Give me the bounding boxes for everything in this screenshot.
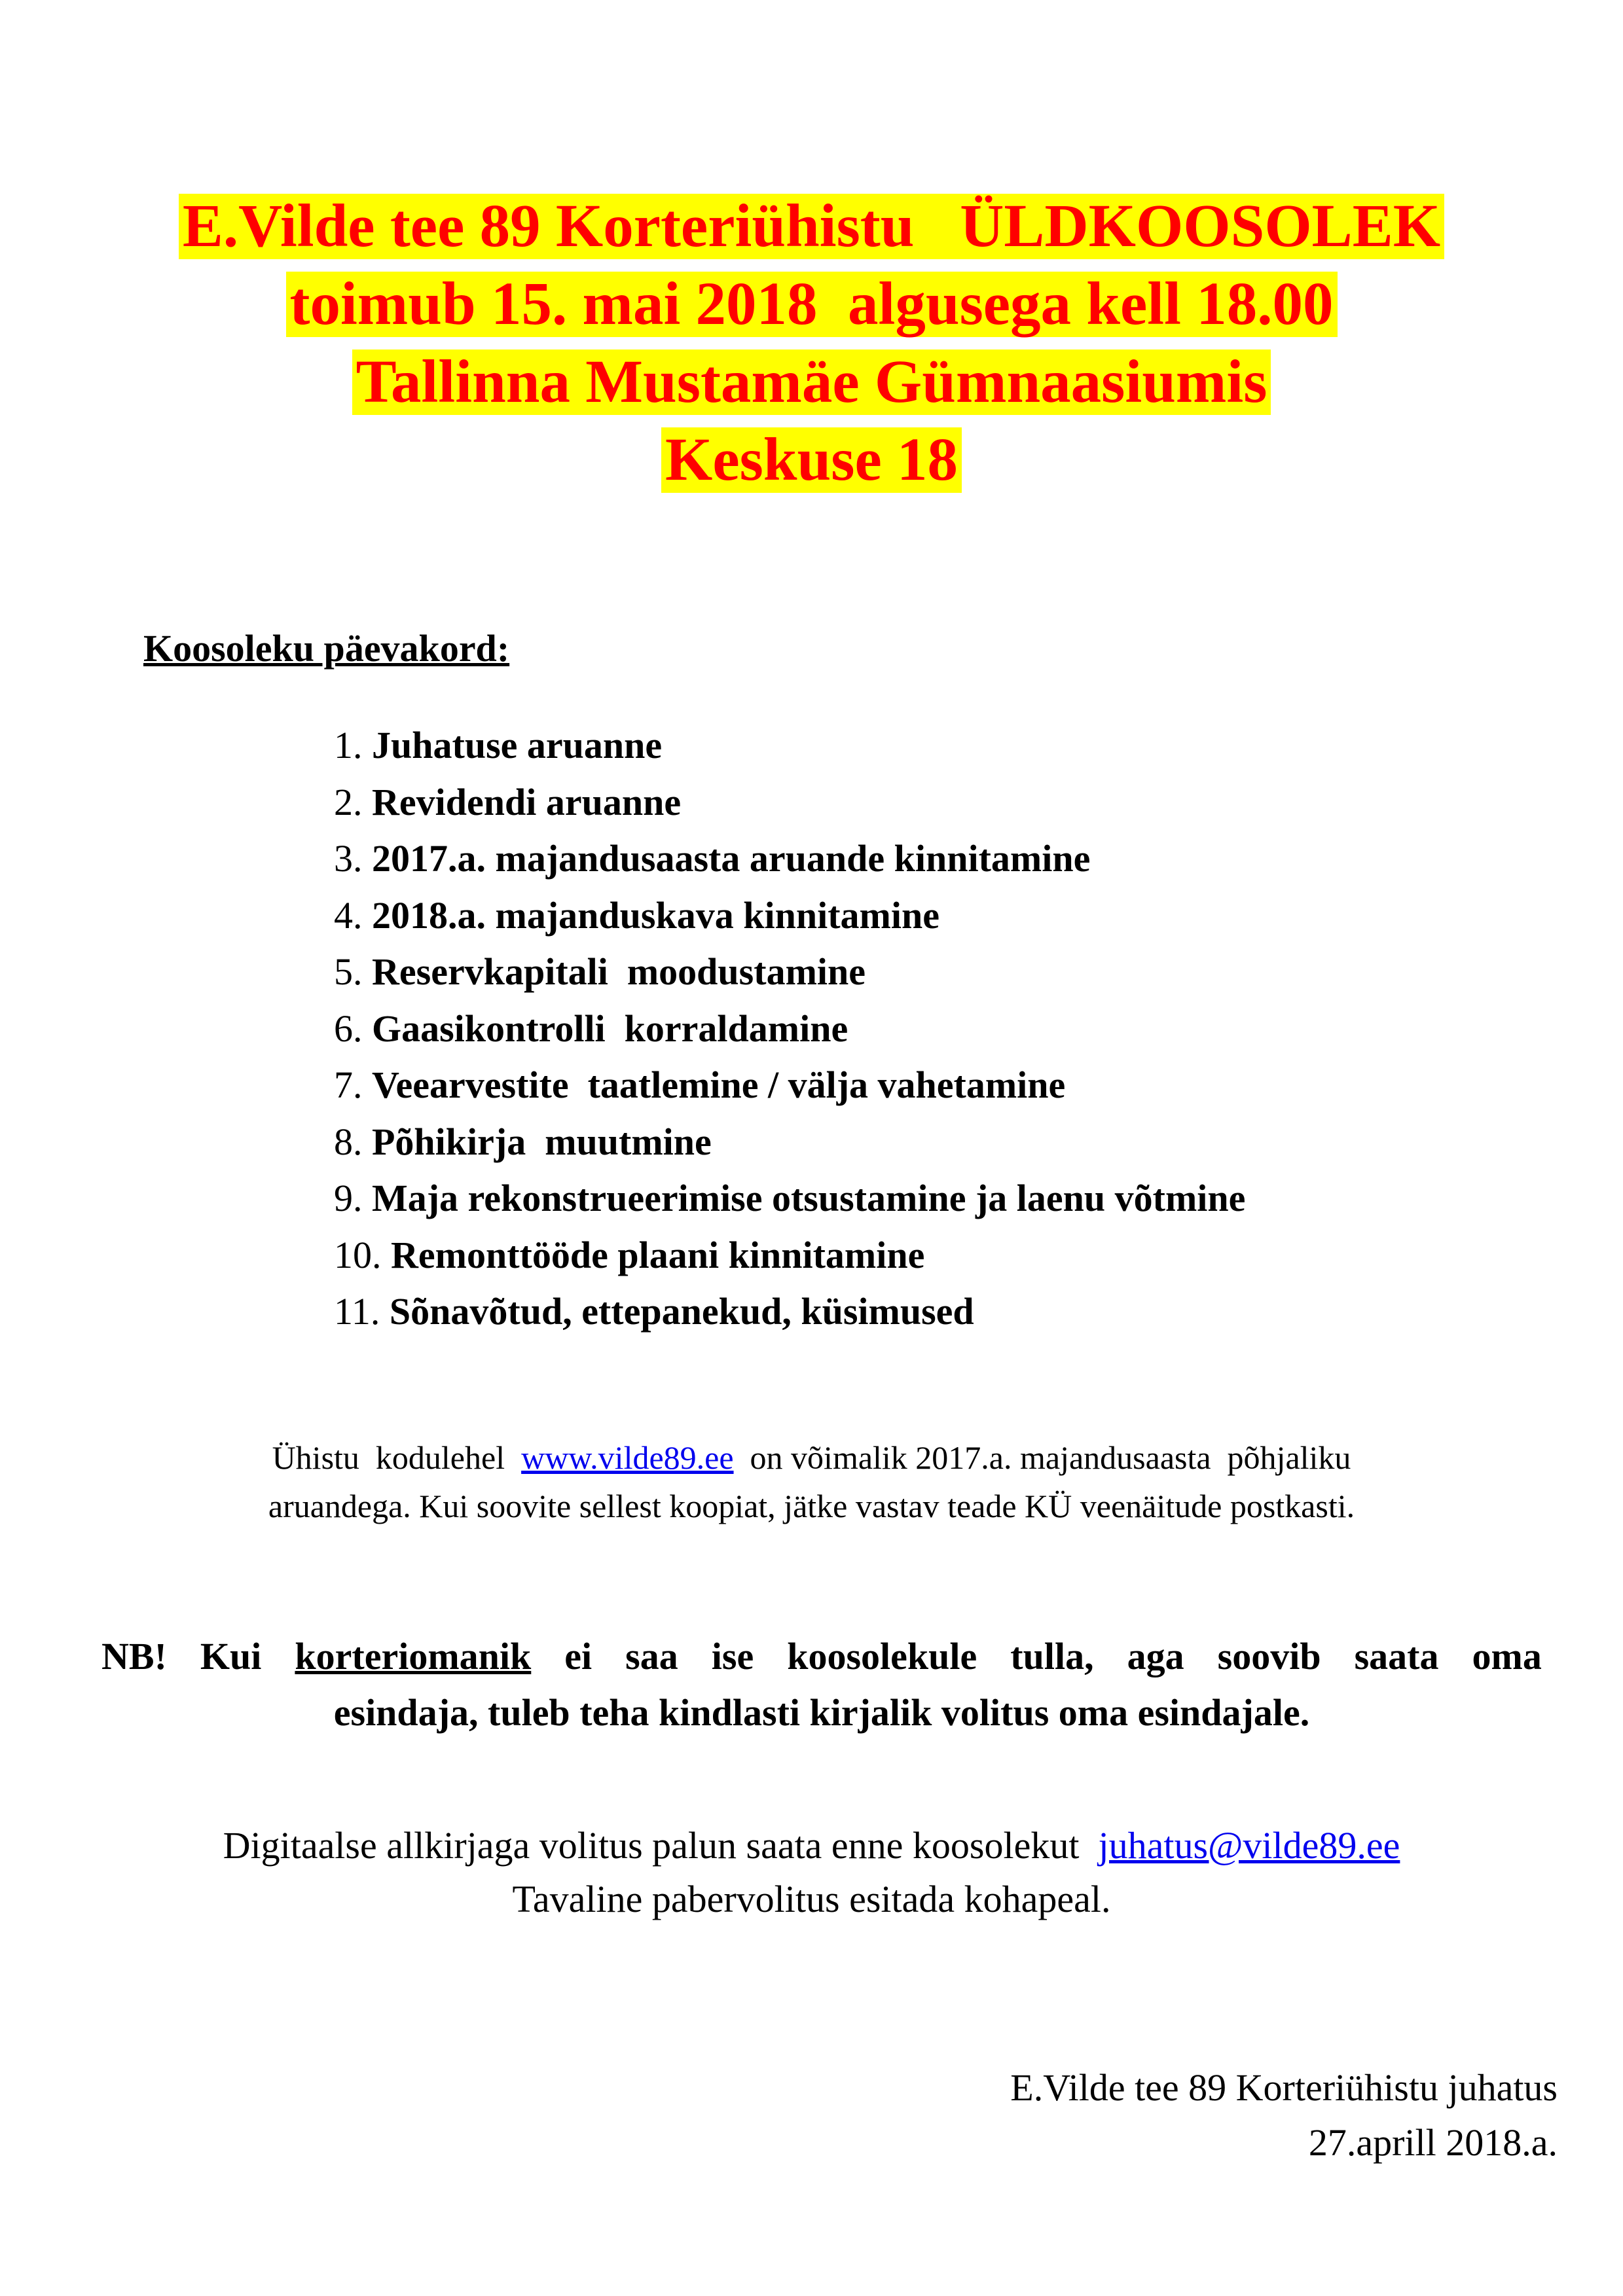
agenda-item-number: 8. xyxy=(334,1120,363,1163)
agenda-item xyxy=(334,1170,1245,1227)
agenda-item xyxy=(334,717,1245,774)
title-line-2 xyxy=(0,272,1623,337)
nb-notice xyxy=(101,1628,1542,1741)
nb-word: saa xyxy=(625,1635,678,1677)
nb-word: ise xyxy=(711,1635,754,1677)
homepage-link[interactable]: www.vilde89.ee xyxy=(521,1439,734,1476)
nb-word: oma xyxy=(1472,1635,1542,1677)
agenda-heading: Koosoleku päevakord: xyxy=(143,627,510,670)
info-line-2: aruandega. Kui soovite sellest koopiat, jätke vastav teade KÜ veenäitude postkasti. xyxy=(268,1488,1355,1524)
signature-date: 27.aprill 2018.a. xyxy=(1308,2121,1558,2164)
agenda-item xyxy=(334,1057,1245,1114)
info-text-before-link: Ühistu kodulehel xyxy=(272,1439,522,1476)
nb-word: ei xyxy=(564,1635,593,1677)
agenda-item-text: Gaasikontrolli korraldamine xyxy=(372,1007,848,1050)
agenda-item-number: 3. xyxy=(334,837,363,880)
agenda-item-text: Remonttööde plaani kinnitamine xyxy=(391,1233,925,1276)
agenda-item-text: Juhatuse aruanne xyxy=(372,724,663,766)
title-line-1 xyxy=(0,194,1623,259)
title-line-4 xyxy=(0,427,1623,493)
agenda-item xyxy=(334,831,1245,888)
agenda-item-text: 2017.a. majandusaasta aruande kinnitamine xyxy=(372,837,1091,880)
nb-word: tulla, xyxy=(1010,1635,1094,1677)
agenda-item-text: Sõnavõtud, ettepanekud, küsimused xyxy=(389,1290,974,1333)
info-line-1 xyxy=(0,1433,1623,1482)
agenda-item-number: 11. xyxy=(334,1290,380,1333)
agenda-item-text: Revidendi aruanne xyxy=(372,780,682,823)
agenda-item xyxy=(334,1283,1245,1340)
agenda-item xyxy=(334,888,1245,944)
agenda-list xyxy=(334,717,1245,1340)
agenda-item-number: 10. xyxy=(334,1233,382,1276)
agenda-item xyxy=(334,1114,1245,1171)
agenda-item-number: 9. xyxy=(334,1177,363,1219)
email-link[interactable]: juhatus@vilde89.ee xyxy=(1098,1824,1400,1867)
nb-word: saata xyxy=(1354,1635,1439,1677)
agenda-item xyxy=(334,774,1245,831)
signature-organization: E.Vilde tee 89 Korteriühistu juhatus xyxy=(1010,2066,1558,2109)
agenda-item-text: Maja rekonstrueerimise otsustamine ja laenu võtmine xyxy=(372,1177,1246,1219)
agenda-item-text: Reservkapitali moodustamine xyxy=(372,950,866,993)
agenda-item-number: 4. xyxy=(334,893,363,937)
agenda-item-number: 1. xyxy=(334,724,363,766)
homepage-info-paragraph xyxy=(0,1433,1623,1530)
nb-line-1 xyxy=(101,1628,1542,1685)
agenda-item xyxy=(334,1001,1245,1058)
digital-signature-paragraph xyxy=(0,1819,1623,1926)
agenda-item-number: 6. xyxy=(334,1007,363,1050)
agenda-item-text: 2018.a. majanduskava kinnitamine xyxy=(372,893,939,937)
nb-word: koosolekule xyxy=(787,1635,977,1677)
agenda-item-number: 7. xyxy=(334,1064,363,1106)
title-date-time: toimub 15. mai 2018 algusega kell 18.00 xyxy=(286,272,1338,337)
info-text-after-link: on võimalik 2017.a. majandusaasta põhjaliku xyxy=(733,1439,1351,1476)
title-venue: Tallinna Mustamäe Gümnaasiumis xyxy=(352,350,1271,415)
title-association-meeting: E.Vilde tee 89 Korteriühistu ÜLDKOOSOLEK xyxy=(179,194,1444,259)
agenda-item xyxy=(334,944,1245,1001)
nb-word: soovib xyxy=(1217,1635,1321,1677)
nb-word: NB! xyxy=(101,1635,167,1677)
nb-word: Kui xyxy=(200,1635,262,1677)
agenda-item-text: Veearvestite taatlemine / välja vahetamine xyxy=(372,1064,1066,1106)
signature-block xyxy=(1010,2060,1558,2170)
agenda-item xyxy=(334,1227,1245,1284)
digital-line-2: Tavaline pabervolitus esitada kohapeal. xyxy=(512,1878,1111,1920)
agenda-item-text: Põhikirja muutmine xyxy=(372,1120,712,1163)
digital-text-before-email: Digitaalse allkirjaga volitus palun saata enne koosolekut xyxy=(223,1824,1099,1867)
agenda-item-number: 2. xyxy=(334,780,363,823)
title-line-3 xyxy=(0,350,1623,415)
nb-word-apartment-owner: korteriomanik xyxy=(295,1635,532,1677)
nb-line-2: esindaja, tuleb teha kindlasti kirjalik volitus oma esindajale. xyxy=(333,1691,1310,1734)
title-address: Keskuse 18 xyxy=(661,427,962,493)
agenda-item-number: 5. xyxy=(334,950,363,993)
nb-word: aga xyxy=(1127,1635,1184,1677)
digital-line-1 xyxy=(0,1819,1623,1873)
